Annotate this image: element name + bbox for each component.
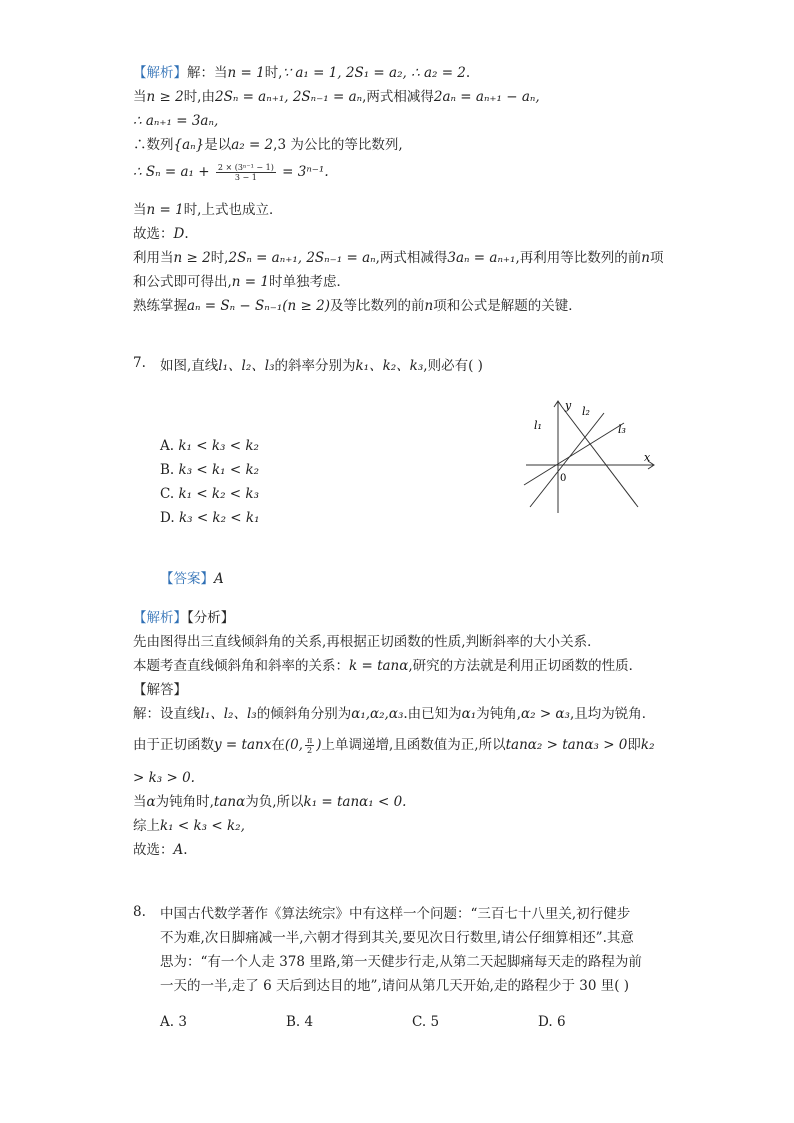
fraction [305,736,314,755]
analysis-line-2 [133,656,642,676]
label-l3: l₃ [618,423,626,436]
math: 2Sₙ = aₙ₊₁, 2Sₙ₋₁ = aₙ [228,250,376,266]
option-letter: D. [160,510,175,526]
text: 的倾斜角分别为 [256,706,352,722]
option-text: 5 [430,1014,440,1030]
option-c[interactable] [412,1012,439,1032]
x-label: x [644,451,651,464]
math: k₁、k₂、k₃ [355,358,424,374]
option-letter: D. [538,1014,553,1030]
text: 如图,直线 [160,358,219,374]
q6-line-7 [133,224,189,244]
q6-line-1 [133,63,470,83]
answer-value: A [214,571,224,587]
text: 时,上式也成立． [183,202,283,218]
math: tanα₂ > tanα₃ > 0 [505,737,628,753]
text: ,3 为公比的等比数列, [273,137,403,153]
analysis-subtag: 【分析】 [187,610,235,626]
option-text: 6 [556,1014,566,1030]
text: 当 [133,202,147,218]
option-text: k₃ < k₂ < k₁ [178,510,260,526]
solve-heading: 【解答】 [133,682,187,698]
text: 当 [133,794,147,810]
text: . [183,842,188,858]
q6-line-3: ∴ aₙ₊₁ = 3aₙ, [133,113,219,129]
math: 2aₙ = aₙ₊₁ − aₙ, [433,89,540,105]
text: 上单调递增,且函数值为正,所以 [321,737,506,753]
math: (0, [284,737,303,753]
answer-tag: 【答案】 [160,571,214,587]
numerator: 2 × (3ⁿ⁻¹ − 1) [217,163,274,172]
q6-line-5 [133,162,329,182]
option-text: 3 [178,1014,187,1030]
text: 是以 [204,137,232,153]
text: ∴数列 [133,137,174,153]
option-letter: A. [160,438,175,454]
math: aₙ = Sₙ − Sₙ₋₁(n ≥ 2) [187,298,330,314]
question-number: 7. [133,355,146,371]
math: n [424,298,434,314]
math: n ≥ 2 [146,89,184,105]
text: ,则必有( ) [423,358,483,374]
text: 及等比数列的前 [330,298,425,314]
math: ∵ a₁ = 1, 2S₁ = a₂, ∴ a₂ = 2 [282,65,466,81]
option-d[interactable] [538,1012,566,1032]
q8-line-1: 中国古代数学著作《算法统宗》中有这样一个问题：“三百七十八里关,初行健步 [160,906,631,922]
lines-graph [520,395,660,515]
math: ∴ Sₙ = a₁ + [133,164,210,180]
q8-line-4: 一天的一半,走了 6 天后到达目的地”,请问从第几天开始,走的路程少于 30 里( ) [160,978,630,994]
text: . [465,65,471,81]
text: 的斜率分别为 [274,358,356,374]
text: 本题考查直线倾斜角和斜率的关系： [133,658,349,674]
denominator: 2 [307,746,313,755]
math: 2Sₙ = aₙ₊₁, 2Sₙ₋₁ = aₙ [214,89,363,105]
option-letter: B. [160,462,175,478]
math: tanα [213,794,246,810]
math: k = tanα [349,658,409,674]
text: ,再利用等比数列的前 [515,250,642,266]
solve-line-2 [133,735,654,755]
origin-label: 0 [560,473,567,484]
analysis-heading [133,608,234,628]
text: 由于正切函数 [133,737,214,753]
label-l1: l₁ [534,419,542,432]
line-l3 [524,423,624,485]
option-text: 4 [304,1014,314,1030]
answer-line [160,569,224,589]
math: D [173,226,185,242]
text: ,两式相减得 [362,89,434,105]
option-a[interactable] [160,1012,187,1032]
text: 综上 [133,818,160,834]
text: 时,由 [183,89,215,105]
text: 即 [627,737,641,753]
text: 故选： [133,842,174,858]
text: 时, [210,250,229,266]
solve-line-5 [133,816,245,836]
math: a₂ = 2 [231,137,274,153]
option-d[interactable] [160,508,260,528]
math: n ≥ 2 [173,250,211,266]
text: 为钝角, [476,706,521,722]
solve-line-3: > k₃ > 0. [133,770,195,786]
math: 3aₙ = aₙ₊₁ [447,250,516,266]
q6-line-8 [133,248,663,268]
option-letter: C. [160,486,175,502]
text: 项和公式是解题的关键． [433,298,582,314]
q8-line-3: 思为：“有一个人走 378 里路,第一天健步行走,从第二天起脚痛每天走的路程为前 [160,954,642,970]
text: .由已知为 [403,706,462,722]
solve-line-4 [133,792,406,812]
q7-stem [160,356,483,376]
math: {aₙ} [173,137,205,153]
text: 故选： [133,226,174,242]
text: 熟练掌握 [133,298,187,314]
question-number: 8. [133,904,146,920]
q6-line-10 [133,296,582,316]
denominator: 3 − 1 [234,173,257,182]
line-l1 [562,407,638,507]
option-text: k₁ < k₃ < k₂ [178,438,259,454]
option-letter: A. [160,1014,175,1030]
math: n = 1 [231,274,269,290]
text: 利用当 [133,250,174,266]
text: 当 [133,89,147,105]
solve-line-1 [133,704,655,724]
analysis-line-1: 先由图得出三直线倾斜角的关系,再根据正切函数的性质,判断斜率的大小关系． [133,634,601,650]
text: 时单独考虑． [268,274,350,290]
text: 项 [649,250,664,266]
math: α [146,794,156,810]
text: 和公式即可得出, [133,274,232,290]
math: ) [316,737,322,753]
text: ,且均为锐角． [569,706,656,722]
option-text: k₃ < k₁ < k₂ [178,462,260,478]
math: l₁、l₂、l₃ [200,706,257,722]
text: 时, [264,65,283,81]
option-b[interactable] [286,1012,313,1032]
text: 为负,所以 [245,794,304,810]
math: y = tanx [214,737,272,753]
math: n = 1 [146,202,184,218]
option-letter: C. [412,1014,427,1030]
option-c[interactable] [160,484,259,504]
y-label: y [565,399,572,412]
option-b[interactable] [160,460,259,480]
q8-line-2: 不为难,次日脚痛减一半,六朝才得到其关,要见次日行数里,请公仔细算相还”.其意 [160,930,634,946]
analysis-tag: 【解析】 [133,610,187,626]
math: n = 1 [227,65,265,81]
option-text: k₁ < k₂ < k₃ [178,486,260,502]
math: α₂ > α₃ [521,706,570,722]
text: 为钝角时, [155,794,214,810]
numerator: π [306,736,313,745]
text: ,研究的方法就是利用正切函数的性质． [408,658,643,674]
option-a[interactable] [160,436,259,456]
fraction [216,163,276,182]
q6-line-9 [133,272,350,292]
text: ,两式相减得 [375,250,448,266]
math: A [173,842,184,858]
text: 在 [271,737,285,753]
q6-line-2 [133,87,540,107]
q6-line-4 [133,135,403,155]
option-letter: B. [286,1014,301,1030]
math: l₁、l₂、l₃ [218,358,275,374]
text: 解：设直线 [133,706,201,722]
solve-line-6 [133,840,188,860]
math: α₁,α₂,α₃ [351,706,404,722]
analysis-tag: 【解析】 [133,65,187,81]
math: k₁ < k₃ < k₂, [160,818,245,834]
text: 解：当 [187,65,228,81]
math: k₁ = tanα₁ < 0. [303,794,407,810]
math: = 3ⁿ⁻¹. [282,164,329,180]
math: k₂ [640,737,655,753]
text: . [184,226,189,242]
math: α₁ [461,706,477,722]
math: n [641,250,650,266]
label-l2: l₂ [582,405,590,418]
q6-line-6 [133,200,282,220]
